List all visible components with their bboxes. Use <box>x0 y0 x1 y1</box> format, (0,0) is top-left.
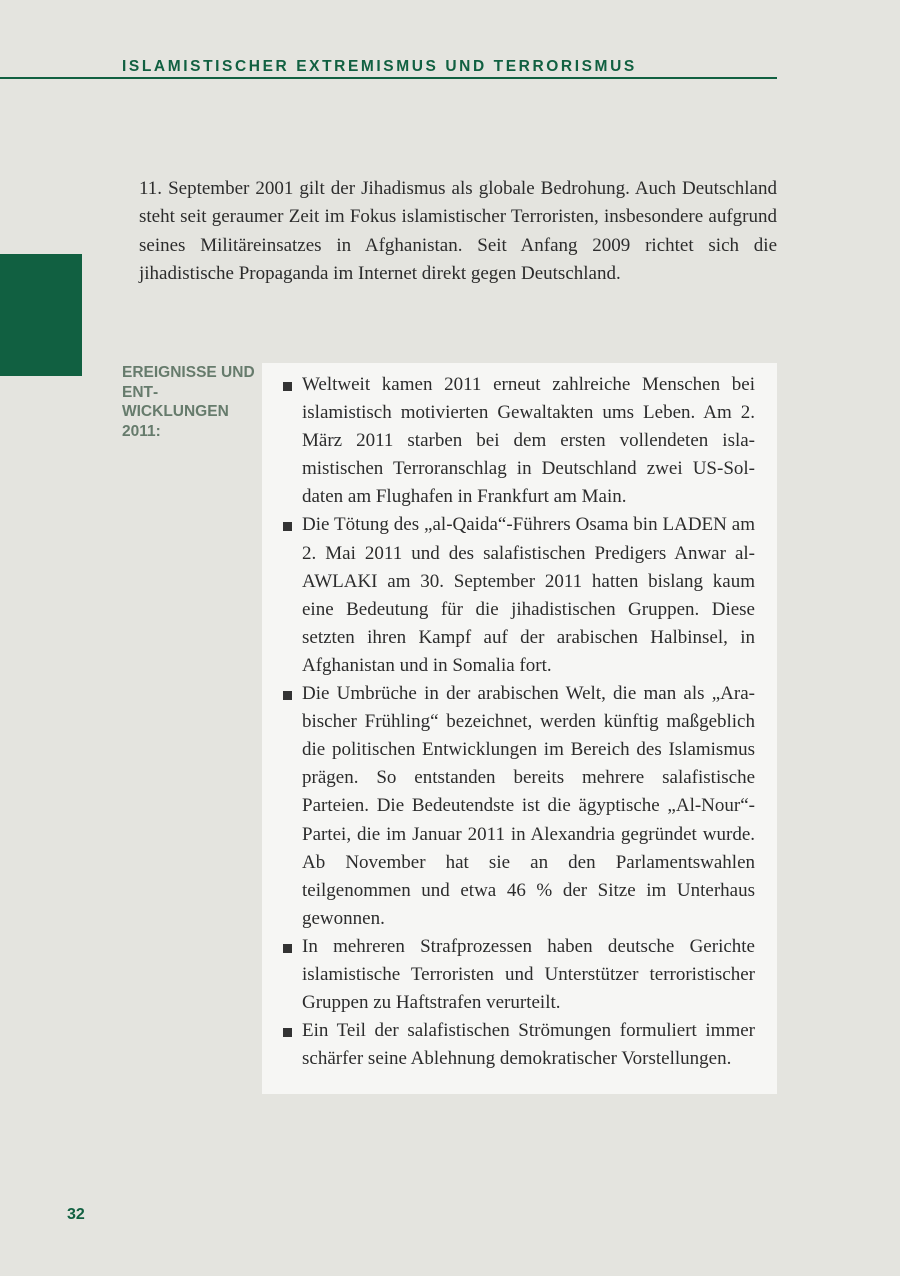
page-number: 32 <box>67 1206 85 1223</box>
event-text: Ein Teil der salafistischen Strömungen formuliert immer schärfer seine Ablehnung demokratischer Vorstellungen. <box>302 1020 755 1070</box>
event-text: Die Umbrüche in der arabischen Welt, die man als „Arabischer Frühling“ bezeichnet, werden künftig maßgeblich die politischen Entwicklungen im Bereich des Islamismus prägen. So entstanden bereits mehrere salafistische Parteien. Die Bedeutendste ist die ägyptische „Al-Nour“-Partei, die im Januar 2011 in Alexandria gegründet wurde. Ab November hat sie an den Parlamentswahlen teilgenommen und etwa 46 % der Sitze im Unterhaus gewonnen. <box>302 683 755 929</box>
event-text: In mehreren Strafprozessen haben deutsche Gerichte islamistische Terroristen und Unterstützer terroristischer Gruppen zu Haftstrafen verurteilt. <box>302 935 755 1014</box>
running-header-title: ISLAMISTISCHER EXTREMISMUS UND TERRORISMUS <box>122 58 637 75</box>
square-bullet-icon <box>283 1028 292 1037</box>
intro-paragraph: 11. September 2001 gilt der Jihadismus als globale Bedrohung. Auch Deutschland steht seit geraumer Zeit im Fokus islamistischer Terroristen, insbesondere aufgrund seines Militäreinsatzes in Afghanistan. Seit Anfang 2009 richtet sich die jihadistische Propaganda im Internet direkt gegen Deutschland. <box>139 178 777 285</box>
event-item <box>302 680 755 933</box>
square-bullet-icon <box>283 691 292 700</box>
event-item <box>302 933 755 1017</box>
event-text: Weltweit kamen 2011 erneut zahlreiche Menschen bei islamistisch motivierten Gewaltakten ums Leben. Am 2. März 2011 starben bei dem ersten vollendeten islamistischen Terroranschlag in Deutschland zwei US-Soldaten am Flughafen in Frankfurt am Main. <box>302 374 755 508</box>
events-box <box>262 363 777 1094</box>
event-item <box>302 371 755 511</box>
events-list <box>302 371 755 1073</box>
square-bullet-icon <box>283 944 292 953</box>
event-text: Die Tötung des „al-Qaida“-Führers Osama bin LADEN am 2. Mai 2011 und des salafistischen Predigers Anwar al-AWLAKI am 30. September 2011 hatten bislang kaum eine Bedeutung für die jihadistischen Gruppen. Diese setzten ihren Kampf auf der arabischen Halbinsel, in Afghanistan und in Somalia fort. <box>302 514 755 676</box>
header-rule <box>0 77 777 79</box>
chapter-tab-marker <box>0 254 82 376</box>
square-bullet-icon <box>283 522 292 531</box>
square-bullet-icon <box>283 382 292 391</box>
event-item <box>302 511 755 680</box>
events-section-heading: EREIGNISSE UND ENTWICKLUNGEN 2011: <box>122 364 255 440</box>
event-item <box>302 1017 755 1073</box>
